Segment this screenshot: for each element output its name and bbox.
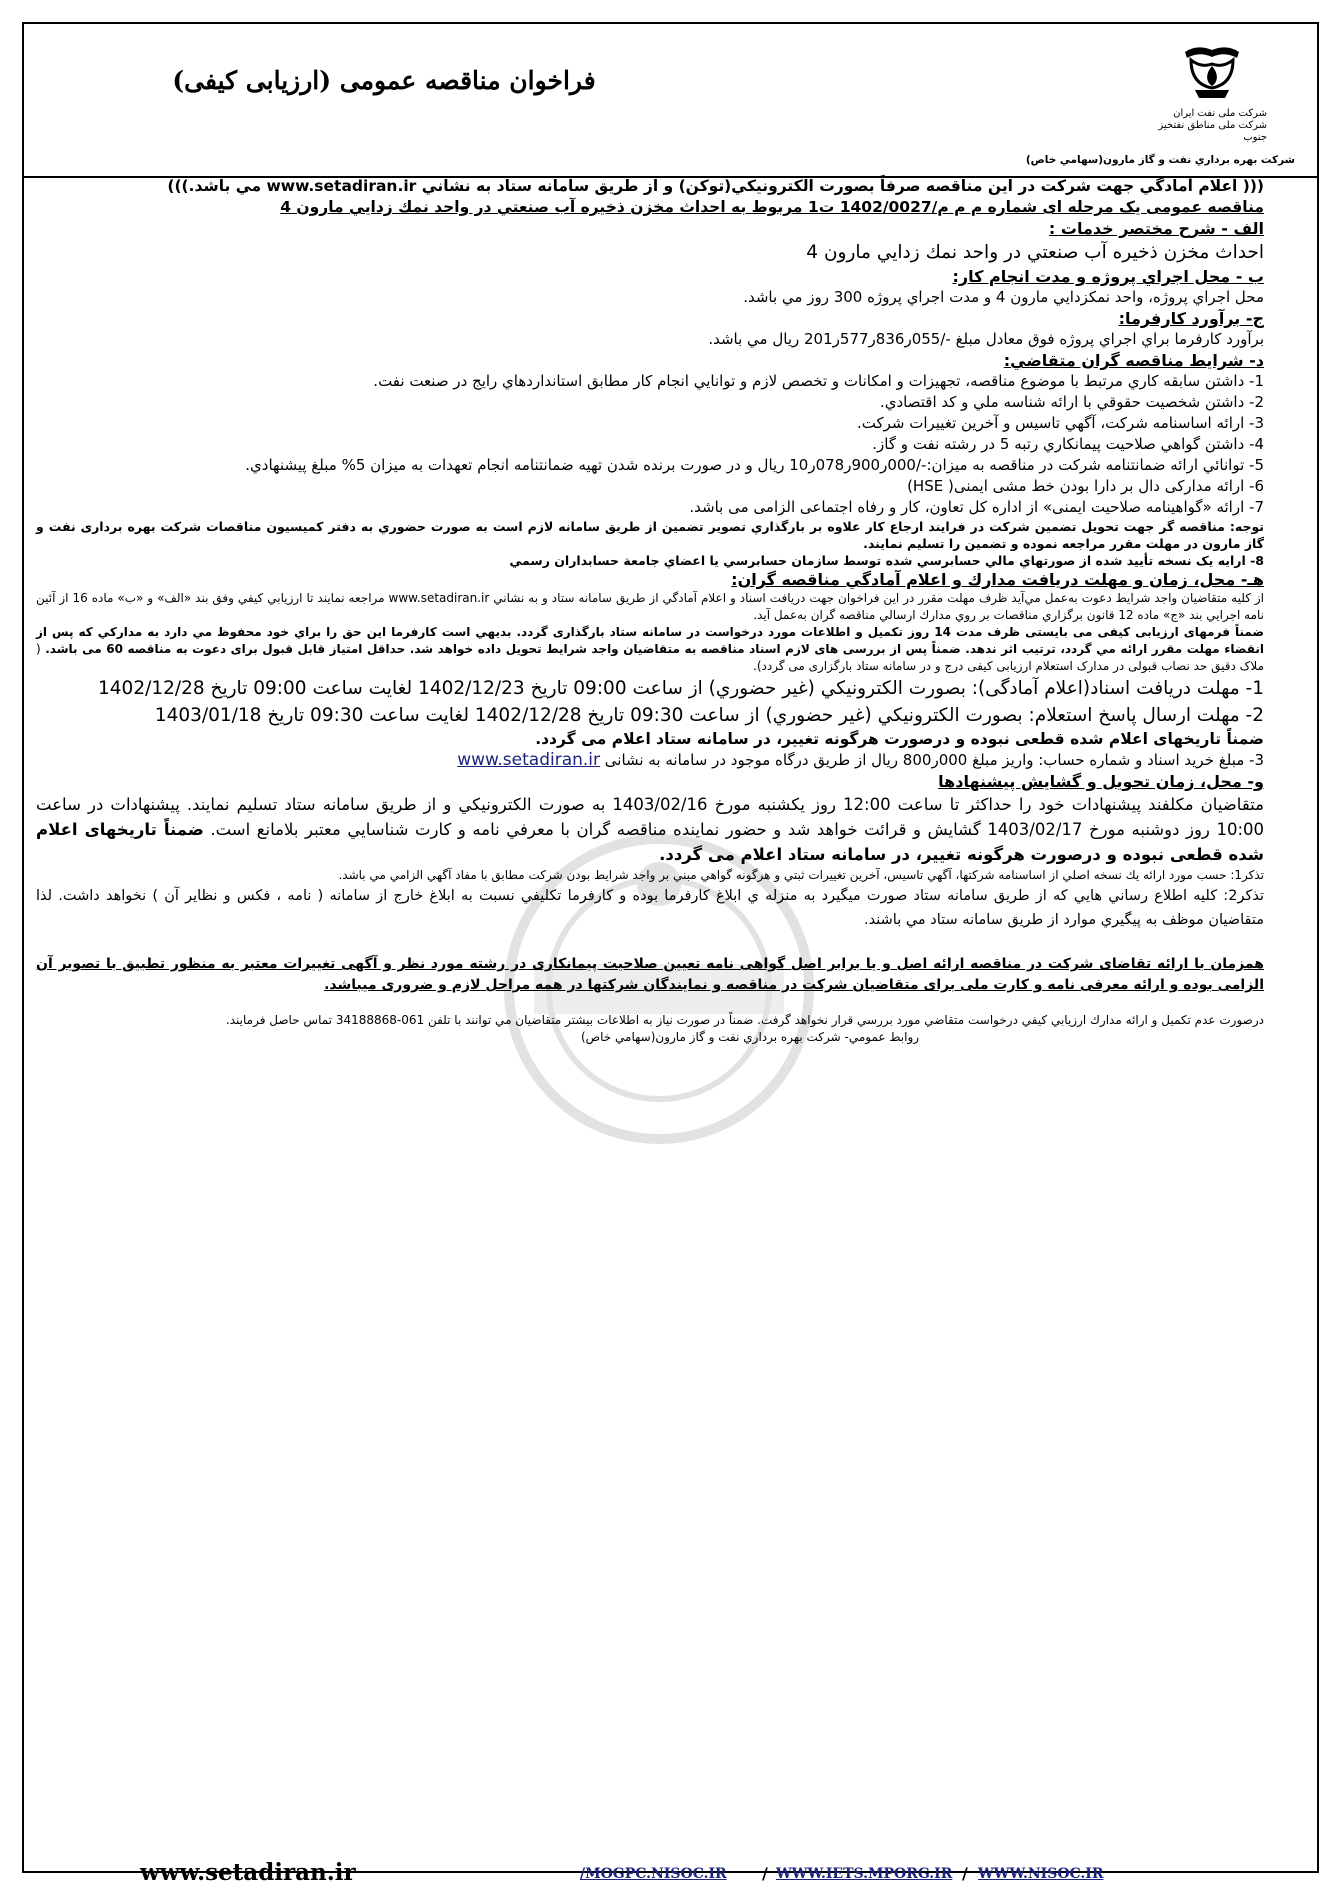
section-d-item-5: 5- توانائي ارائه ضمانتنامه شركت در مناقصه به ميزان:-/000ر900ر078ر10 ريال و در صورت برنده شدن تهيه ضمانتنامه انجام تعهدات به ميزان 5% مبلغ پيشنهادي. <box>245 456 1264 474</box>
company-line2: شرکت ملی مناطق نفتخیز جنوب <box>1158 120 1267 143</box>
section-f-para1 <box>36 792 1264 867</box>
section-f-para1-bold: ضمناً تاریخهای اعلام شده قطعی نبوده و درصورت هرگونه تغيير، در سامانه ستاد اعلام می گردد. <box>36 820 1264 864</box>
nioc-logo-icon <box>1177 42 1247 104</box>
section-e-item-3 <box>36 750 1264 771</box>
section-d-item-8: 8- ارایه یک نسخه تأييد شده از صورتهاي مالي حسابرسي شده توسط سازمان حسابرسي يا اعضاي جامعة حسابداران رسمي <box>509 553 1264 568</box>
section-d-item-1: 1- داشتن سابقه كاري مرتبط با موضوع مناقصه، تجهيزات و امكانات و تخصص لازم و توانايي انجام كار مطابق استانداردهاي رايج در صنعت نفت. <box>373 372 1264 390</box>
section-c-heading: ج- برآورد كارفرما: <box>1118 309 1264 328</box>
notice-header <box>24 24 1317 178</box>
footer-info-paragraph: درصورت عدم تكميل و ارائه مدارك ارزيابي كيفي درخواست متقاضي مورد بررسي قرار نخواهد گرفت. ضمناً در صورت نياز به اطلاعات بيشتر متقاضيان مي توانند با تلفن 061-34188868 تماس حاصل فرمايند. <box>225 1013 1264 1027</box>
intro-line1: ((( اعلام آمادگي جهت شركت در اين مناقصه صرفاً بصورت الكترونيكي(توكن) و از طريق سامانه ستاد به نشاني www.setadiran.ir مي باشد.))) <box>167 177 1264 195</box>
company-name-block <box>1137 108 1267 144</box>
footer-bold-paragraph: همزمان با ارائه تقاضای شرکت در مناقصه ارائه اصل و یا برابر اصل گواهی نامه تعیین صلاحیت پیمانکاری در رشته مورد نظر و آگهی تغییرات معتبر به منظور تطبیق با تصویر آن الزامی بوده و ارائه معرفی نامه و کارت ملی برای متقاضیان شرکت در مناقصه و نمایندگان شرکتها در همه مراحل لازم و ضروری میباشد. <box>36 956 1264 993</box>
section-d-item-2: 2- داشتن شخصيت حقوقي با ارائه شناسه ملي و كد اقتصادي. <box>879 393 1264 411</box>
section-a-heading: الف - شرح مختصر خدمات : <box>1048 219 1264 238</box>
section-d-item-3: 3- ارائه اساسنامه شركت، آگهي تاسيس و آخرين تغييرات شركت. <box>856 414 1264 432</box>
section-e-para1: از كليه متقاضيان واجد شرايط دعوت به‌عمل مي‌آيد ظرف مهلت مقرر در اين فراخوان جهت دريافت اسناد و اعلام آمادگي از طريق سامانه ستاد و به نشاني www.setadiran.ir مراجعه نمايند تا ارزيابي كيفي وفق بند «الف» و «ب» ماده 16 از آئين نامه اجرايي بند «ج» ماده 12 قانون برگزاري مناقصات بر روي مدارك ارسالي مناقصه گران به‌عمل آيد. <box>36 591 1264 622</box>
section-f-note1: تذكر1: حسب مورد ارائه يك نسخه اصلي از اساسنامه شركتها، آگهي تاسيس، آخرين تغييرات ثبتي و هرگونه گواهي مبني بر واجد شرايط بودن شركت مطابق با مفاد آگهي الزامي مي باشد. <box>338 868 1264 882</box>
company-line3: شرکت بهره برداري نفت و گاز مارون(سهامي خاص) <box>1025 154 1295 166</box>
section-d-item-6: 6- ارائه مداركی دال بر دارا بودن خط مشی ایمنی( HSE) <box>907 477 1264 495</box>
section-e-deadline-1: 1- مهلت دريافت اسناد(اعلام آمادگی): بصورت الكترونيكي (غير حضوري) از ساعت 09:00 تاريخ 1402/12/23 لغايت ساعت 09:00 تاريخ 1402/12/28 <box>98 678 1264 699</box>
section-f-para1-text: متقاضيان مكلفند پيشنهادات خود را حداكثر تا ساعت 12:00 روز يكشنبه مورخ 1403/02/16 به صورت الكترونيكي و از طريق سامانه ستاد تسليم نمايند. پيشنهادات در ساعت 10:00 روز دوشنبه مورخ 1403/02/17 گشايش و قرائت خواهد شد و حضور نماينده مناقصه گران با معرفي نامه و كارت شناسايي معتبر بلامانع است. <box>36 795 1265 839</box>
section-e-heading: هـ- محل، زمان و مهلت دريافت مدارك و اعلام آمادگي مناقصه گران: <box>731 570 1264 589</box>
section-e-deadline-2: 2- مهلت ارسال پاسخ استعلام: بصورت الكترونيكي (غير حضوري) از ساعت 09:30 تاريخ 1402/12/28 لغايت ساعت 09:30 تاريخ 1403/01/18 <box>154 705 1264 726</box>
link-setadiran[interactable]: www.setadiran.ir <box>140 1859 356 1886</box>
section-b-heading: ب - محل اجراي پروژه و مدت انجام كار: <box>952 267 1264 286</box>
link-iets[interactable]: WWW.IETS.MPORG.IR <box>776 1866 953 1882</box>
section-d-note: توجه: مناقصه گر جهت تحويل تضمين شركت در فرايند ارجاع كار علاوه بر بارگذاري تصوير تضمين از طريق سامانه لازم است به صورت حضوري به دفتر كميسيون مناقصات شركت بهره برداری نفت و گاز مارون در مهلت مقرر مراجعه نموده و تضمين را تسليم نمايند. <box>36 519 1264 551</box>
section-b-text: محل اجراي پروژه، واحد نمكزدايي مارون 4 و مدت اجراي پروژه 300 روز مي باشد. <box>743 288 1264 306</box>
intro-line2: مناقصه عمومی یک مرحله ای شماره م م م/1402/0027 ت1 مربوط به احداث مخزن ذخيره آب صنعتي در واحد نمك زدايي مارون 4 <box>280 198 1264 216</box>
section-e-warning: ضمناً تاریخهای اعلام شده قطعی نبوده و درصورت هرگونه تغيير، در سامانه ستاد اعلام می گردد. <box>535 730 1264 748</box>
section-c-text: برآورد كارفرما براي اجراي پروژه فوق معادل مبلغ -/055ر836ر577ر201 ريال مي باشد. <box>708 330 1264 348</box>
setadiran-link[interactable]: www.setadiran.ir <box>457 750 601 770</box>
footer-signature: روابط عمومي- شركت بهره برداري نفت و گاز مارون(سهامي خاص) <box>580 1030 920 1044</box>
section-e-para2-tail: ( ملاک دقیق حد نصاب قبولی در مدارک استعلام ارزیابی کیفی درج و در سامانه ستاد بارگزاری می گردد). <box>36 642 1264 673</box>
website-links <box>140 1859 1200 1892</box>
section-d-item-4: 4- داشتن گواهي صلاحيت پيمانكاري رتبه 5 در رشته نفت و گاز. <box>872 435 1264 453</box>
section-f-heading: و- محل، زمان تحويل و گشايش پيشنهادها <box>938 772 1264 791</box>
section-f-note2: تذكر2: كليه اطلاع رساني هايي كه از طريق سامانه ستاد صورت ميگيرد به منزله ي ابلاغ كارفرما بوده و كارفرما تكليفي نسبت به ابلاغ خارج از سامانه ( نامه ، فكس و نظاير آن ) نخواهد داشت. لذا متقاضيان موظف به پيگيري موارد از طريق سامانه ستاد مي باشند. <box>36 888 1264 928</box>
link-separator: / <box>962 1864 968 1883</box>
section-e-para2-main: ضمناً فرمهای ارزیابی کیفی می بایستی ظرف مدت 14 روز تکمیل و اطلاعات مورد درخواست در سامانه ستاد بارگذاری گردد. بديهي است كارفرما اين حق را براي خود محفوظ مي دارد به مداركي كه پس از انقضاء مهلت مقرر ارائه مي گردد، ترتيب اثر ندهد. ضمناً پس از بررسی های لازم اسناد مناقصه به متقاضیان واجد شرایط تحویل داده خواهد شد. حداقل امتیاز قابل قبول برای دعوت به مناقصه 60 می باشد. <box>36 625 1264 656</box>
section-e-para2 <box>36 624 1264 675</box>
section-d-heading: د- شرايط مناقصه گران متقاضي: <box>1003 351 1264 370</box>
section-a-text: احداث مخزن ذخيره آب صنعتي در واحد نمك زدايي مارون 4 <box>806 242 1264 263</box>
link-nisoc[interactable]: WWW.NISOC.IR <box>978 1866 1104 1882</box>
link-mogpc[interactable]: /MOGPC.NISOC.IR <box>580 1866 727 1882</box>
notice-title: فراخوان مناقصه عمومی (ارزیابی کیفی) <box>172 66 596 95</box>
company-line1: شرکت ملی نفت ایران <box>1173 108 1267 119</box>
section-e-item-3-text: 3- مبلغ خريد اسناد و شماره حساب: واريز مبلغ 000ر800 ريال از طريق درگاه موجود در سامانه به نشانی <box>604 751 1264 769</box>
notice-body <box>36 176 1264 1046</box>
section-d-item-7: 7- ارائه «گواهینامه صلاحیت ایمنی» از اداره کل تعاون، کار و رفاه اجتماعی الزامی می باشد. <box>689 498 1264 516</box>
link-separator: / <box>762 1864 768 1883</box>
